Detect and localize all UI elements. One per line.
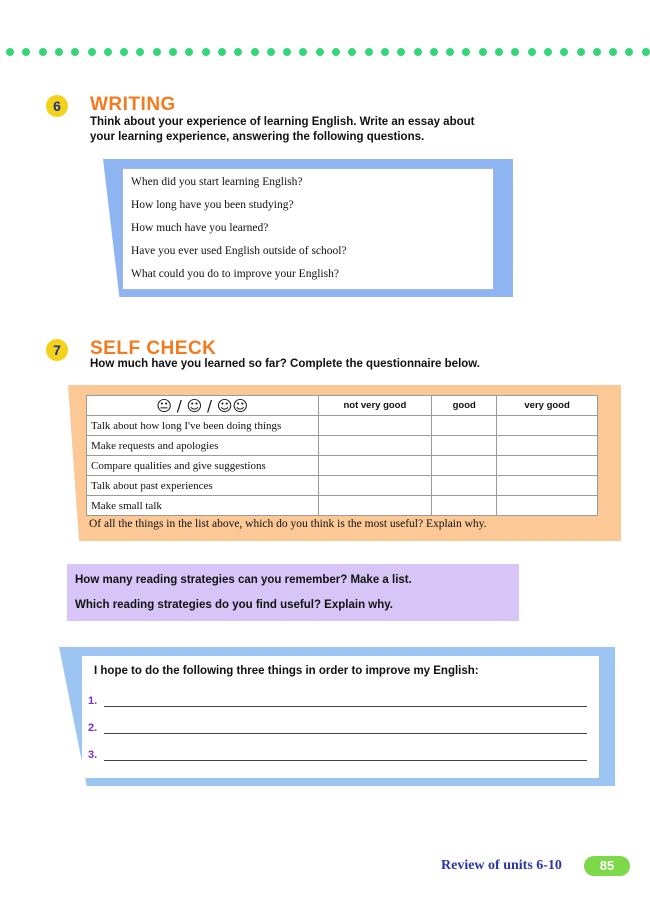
- rating-cell-very-good[interactable]: [497, 416, 598, 436]
- dot: [446, 48, 454, 56]
- instruction-line: Think about your experience of learning English. Write an essay about: [90, 116, 475, 128]
- dot: [218, 48, 226, 56]
- rating-cell-not-very-good[interactable]: [318, 436, 432, 456]
- question-item: How long have you been studying?: [131, 199, 294, 211]
- dot: [22, 48, 30, 56]
- rating-cell-not-very-good[interactable]: [318, 496, 432, 516]
- dot: [251, 48, 259, 56]
- row-label: Make requests and apologies: [87, 436, 319, 456]
- rating-cell-very-good[interactable]: [497, 476, 598, 496]
- column-header: very good: [497, 396, 598, 416]
- dot: [462, 48, 470, 56]
- answer-number: 3.: [88, 749, 98, 761]
- answer-number: 2.: [88, 722, 98, 734]
- question-item: Have you ever used English outside of school?: [131, 245, 347, 257]
- row-label: Talk about past experiences: [87, 476, 319, 496]
- self-check-table: [86, 395, 598, 516]
- answer-line-3[interactable]: [88, 749, 593, 763]
- section-7-number: 7: [46, 339, 68, 361]
- dot: [136, 48, 144, 56]
- dot: [283, 48, 291, 56]
- dot: [348, 48, 356, 56]
- row-label: Compare qualities and give suggestions: [87, 456, 319, 476]
- review-label: Review of units 6-10: [441, 858, 562, 873]
- dot: [511, 48, 519, 56]
- row-label: Talk about how long I've been doing things: [87, 416, 319, 436]
- dot: [479, 48, 487, 56]
- dot: [299, 48, 307, 56]
- dot: [528, 48, 536, 56]
- dot: [316, 48, 324, 56]
- rating-cell-good[interactable]: [432, 416, 497, 436]
- table-row: [87, 416, 598, 436]
- dot: [104, 48, 112, 56]
- dot: [593, 48, 601, 56]
- question-item: What could you do to improve your English?: [131, 268, 339, 280]
- dotted-border: [6, 48, 646, 58]
- answer-rule: [104, 706, 587, 707]
- rating-cell-not-very-good[interactable]: [318, 416, 432, 436]
- rating-cell-very-good[interactable]: [497, 456, 598, 476]
- table-row: [87, 436, 598, 456]
- hope-box: [82, 656, 599, 778]
- dot: [120, 48, 128, 56]
- page-number: 85: [584, 856, 630, 876]
- answer-line-1[interactable]: [88, 695, 593, 709]
- dot: [609, 48, 617, 56]
- dot: [430, 48, 438, 56]
- reading-prompt-1: How many reading strategies can you remember? Make a list.: [75, 574, 412, 586]
- dot: [414, 48, 422, 56]
- reading-prompt-2: Which reading strategies do you find useful? Explain why.: [75, 599, 393, 611]
- dot: [6, 48, 14, 56]
- hope-statement: I hope to do the following three things in order to improve my English:: [94, 665, 479, 677]
- dot: [267, 48, 275, 56]
- question-item: How much have you learned?: [131, 222, 269, 234]
- section-6-title: WRITING: [90, 94, 176, 115]
- dot: [202, 48, 210, 56]
- rating-cell-good[interactable]: [432, 436, 497, 456]
- table-row: [87, 496, 598, 516]
- column-header: good: [432, 396, 497, 416]
- dot: [39, 48, 47, 56]
- writing-questions-box: [122, 168, 494, 290]
- dot: [642, 48, 650, 56]
- dot: [55, 48, 63, 56]
- table-row: [87, 456, 598, 476]
- rating-cell-good[interactable]: [432, 456, 497, 476]
- answer-number: 1.: [88, 695, 98, 707]
- section-7-instruction: How much have you learned so far? Complete the questionnaire below.: [90, 358, 481, 370]
- dot: [332, 48, 340, 56]
- section-7-title: SELF CHECK: [90, 338, 217, 359]
- dot: [234, 48, 242, 56]
- dot: [71, 48, 79, 56]
- rating-cell-not-very-good[interactable]: [318, 456, 432, 476]
- row-label: Make small talk: [87, 496, 319, 516]
- dot: [88, 48, 96, 56]
- answer-line-2[interactable]: [88, 722, 593, 736]
- answer-rule: [104, 733, 587, 734]
- dot: [397, 48, 405, 56]
- reading-strategies-box: [67, 564, 519, 621]
- dot: [365, 48, 373, 56]
- rating-cell-good[interactable]: [432, 476, 497, 496]
- column-header: not very good: [318, 396, 432, 416]
- rating-cell-good[interactable]: [432, 496, 497, 516]
- most-useful-question: Of all the things in the list above, which do you think is the most useful? Explain why.: [89, 518, 487, 530]
- dot: [625, 48, 633, 56]
- dot: [381, 48, 389, 56]
- dot: [560, 48, 568, 56]
- rating-cell-very-good[interactable]: [497, 436, 598, 456]
- question-item: When did you start learning English?: [131, 176, 303, 188]
- dot: [544, 48, 552, 56]
- section-6-number: 6: [46, 95, 68, 117]
- table-header-row: [87, 396, 598, 416]
- rating-cell-very-good[interactable]: [497, 496, 598, 516]
- dot: [495, 48, 503, 56]
- rating-cell-not-very-good[interactable]: [318, 476, 432, 496]
- dot: [577, 48, 585, 56]
- table-row: [87, 476, 598, 496]
- answer-rule: [104, 760, 587, 761]
- dot: [169, 48, 177, 56]
- dot: [185, 48, 193, 56]
- section-6-instruction: [90, 115, 474, 145]
- dot: [153, 48, 161, 56]
- instruction-line: your learning experience, answering the following questions.: [90, 131, 425, 143]
- face-icons: 😐 / ☺ / ☺☺: [87, 396, 319, 416]
